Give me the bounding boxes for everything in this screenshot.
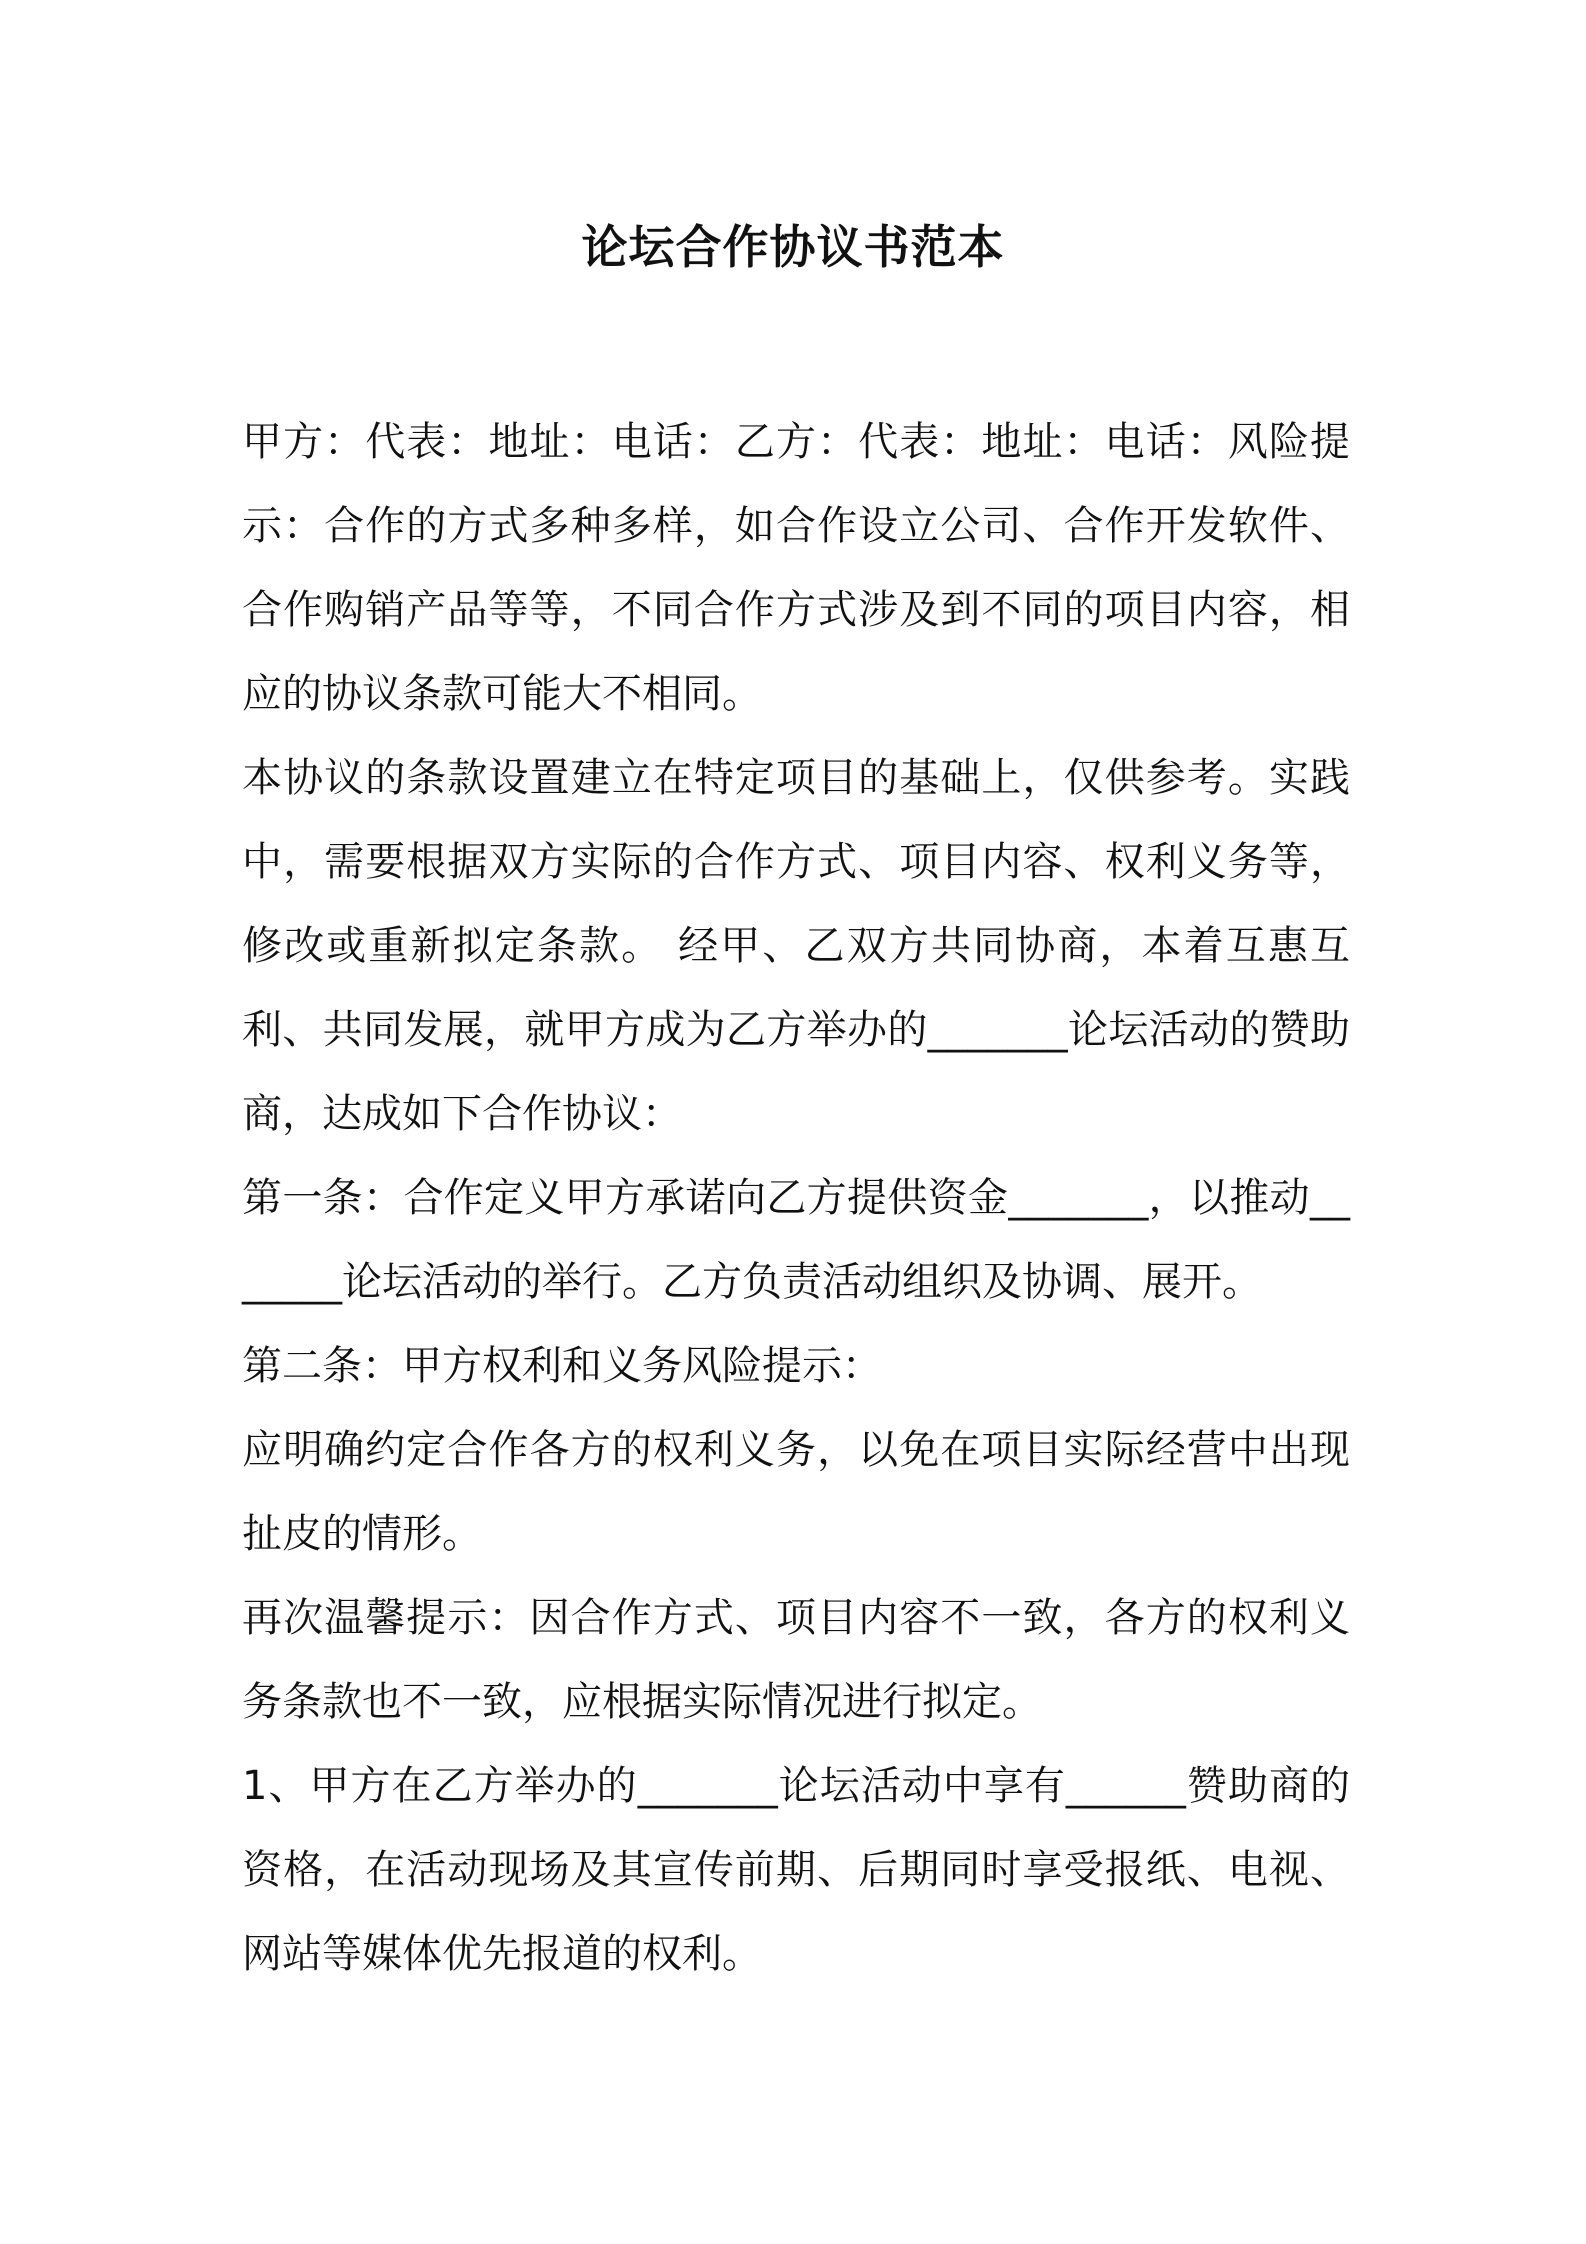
paragraph-reminder: 再次温馨提示：因合作方式、项目内容不一致，各方的权利义务条款也不一致，应根据实际情况进行拟定。 <box>242 1595 1350 1725</box>
document-body <box>242 400 1350 1996</box>
paragraph-article-two-heading: 第二条：甲方权利和义务风险提示： <box>242 1343 882 1389</box>
paragraph-article-one: 第一条：合作定义甲方承诺向乙方提供资金_______，以推动_______论坛活动的举行。乙方负责活动组织及协调、展开。 <box>242 1175 1350 1305</box>
document-title: 论坛合作协议书范本 <box>581 220 1005 274</box>
paragraph-clause-one: 1、甲方在乙方举办的_______论坛活动中享有______赞助商的资格，在活动现场及其宣传前期、后期同时享受报纸、电视、网站等媒体优先报道的权利。 <box>242 1763 1350 1977</box>
paragraph-parties: 甲方：代表：地址：电话：乙方：代表：地址：电话：风险提示：合作的方式多种多样，如合作设立公司、合作开发软件、合作购销产品等等，不同合作方式涉及到不同的项目内容，相应的协议条款可能大不相同。 <box>242 419 1350 717</box>
paragraph-risk-note: 应明确约定合作各方的权利义务，以免在项目实际经营中出现扯皮的情形。 <box>242 1427 1350 1557</box>
paragraph-preamble: 本协议的条款设置建立在特定项目的基础上，仅供参考。实践中，需要根据双方实际的合作方式、项目内容、权利义务等，修改或重新拟定条款。 经甲、乙双方共同协商，本着互惠互利、共同发展，就甲方成为乙方举办的_______论坛活动的赞助商，达成如下合作协议： <box>242 755 1350 1137</box>
